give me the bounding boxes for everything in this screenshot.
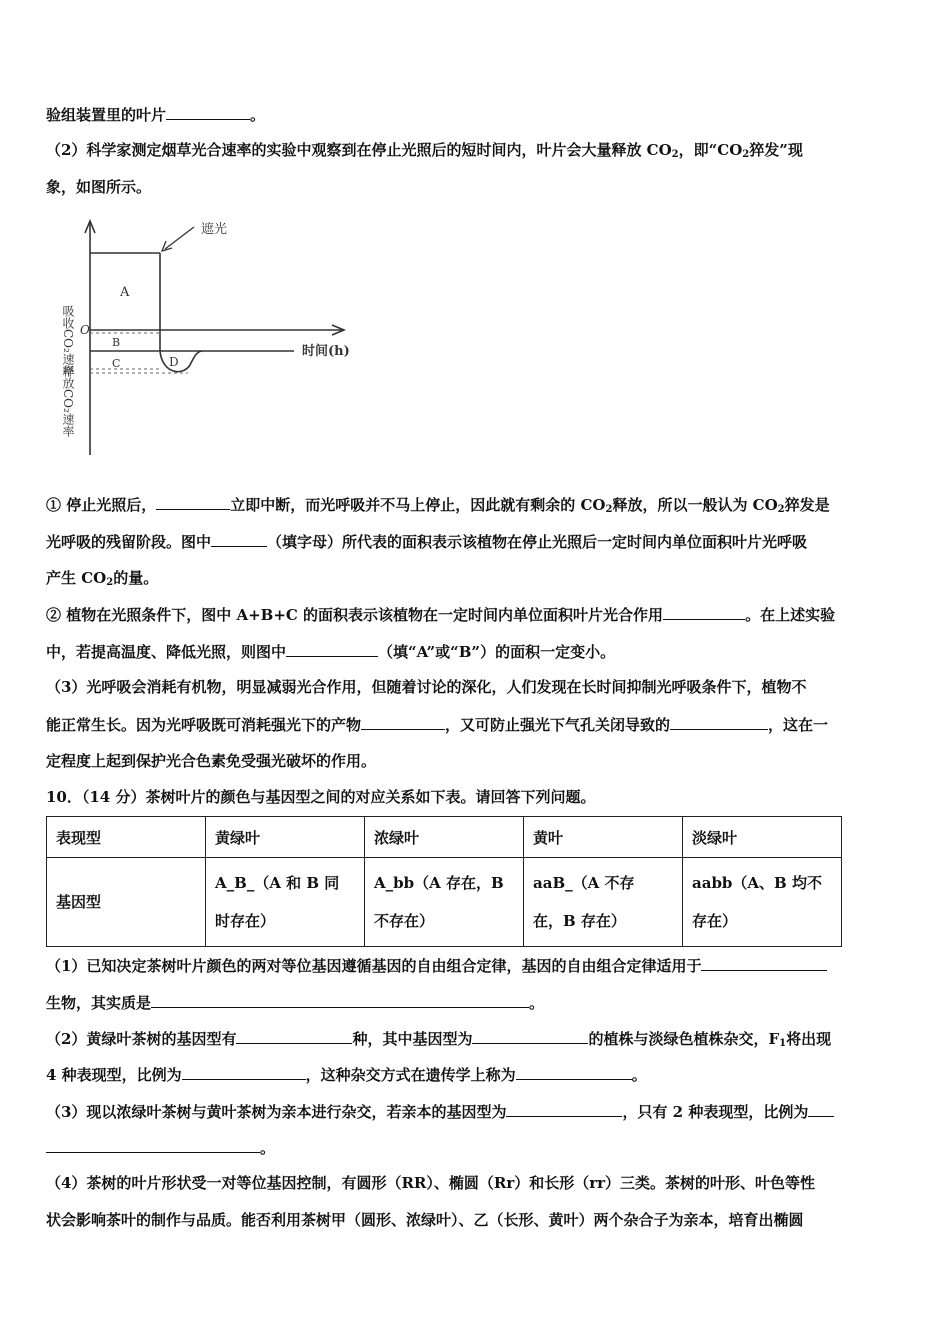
question-10-part-3: （3）现以浓绿叶茶树与黄叶茶树为亲本进行杂交，若亲本的基因型为 ，只有 2 种表现型，比例为	[46, 1101, 906, 1122]
area-a-label: A	[120, 285, 130, 300]
answer-blank[interactable]	[46, 1137, 260, 1153]
table-cell: aaB_（A 不存 在，B 存在）	[524, 858, 683, 947]
question-2-intro: （2）科学家测定烟草光合速率的实验中观察到在停止光照后的短时间内，叶片会大量释放 $CO_2$，即“$CO_2$猝发”现	[46, 141, 803, 160]
table-row-label: 基因型	[47, 858, 206, 947]
text-line: 。	[46, 1137, 906, 1158]
answer-blank[interactable]	[516, 1064, 632, 1080]
table-header-row	[47, 817, 842, 858]
table-row	[47, 858, 842, 947]
text-line: 定程度上起到保护光合色素免受强光破坏的作用。	[46, 752, 377, 770]
table-header-cell: 浓绿叶	[365, 817, 524, 858]
table-header-cell: 淡绿叶	[683, 817, 842, 858]
x-axis-label: 时间(h)	[302, 344, 350, 359]
text-line: 能正常生长。因为光呼吸既可消耗强光下的产物 ，又可防止强光下气孔关闭导致的 ，这在一	[46, 716, 829, 734]
answer-blank[interactable]	[211, 531, 267, 547]
answer-blank[interactable]	[670, 714, 768, 730]
question-10-title: 10．（14 分）茶树叶片的颜色与基因型之间的对应关系如下表。请回答下列问题。	[46, 788, 596, 806]
answer-blank[interactable]	[182, 1064, 306, 1080]
text-line: 4 种表现型，比例为 ，这种杂交方式在遗传学上称为 。	[46, 1066, 647, 1084]
area-b-label: B	[112, 336, 121, 349]
answer-blank[interactable]	[286, 641, 378, 657]
table-cell: A_bb（A 存在，B 不存在）	[365, 858, 524, 947]
question-10-part-2: （2）黄绿叶茶树的基因型有 种，其中基因型为 的植株与淡绿色植株杂交，$F_1$将出现	[46, 1030, 832, 1049]
text-line: 光呼吸的残留阶段。图中 （填字母）所代表的面积表示该植物在停止光照后一定时间内单位面积叶片光呼吸	[46, 533, 808, 551]
area-c-label: C	[112, 357, 121, 370]
table-cell: aabb（A、B 均不 存在）	[683, 858, 842, 947]
genotype-table	[46, 816, 842, 947]
text-line: 状会影响茶叶的制作与品质。能否利用茶树甲（圆形、浓绿叶）、乙（长形、黄叶）两个杂合子为亲本，培育出椭圆	[46, 1211, 804, 1229]
text-line: 产生 $CO_2$的量。	[46, 569, 159, 588]
question-10-part-4: （4）茶树的叶片形状受一对等位基因控制，有圆形（RR）、椭圆（Rr）和长形（rr）三类。茶树的叶形、叶色等性	[46, 1174, 816, 1192]
table-header-cell: 黄叶	[524, 817, 683, 858]
answer-blank[interactable]	[701, 955, 827, 971]
text-line: 验组装置里的叶片 。	[46, 106, 266, 124]
co2-burst-graph	[56, 205, 376, 460]
text-line: 中，若提高温度、降低光照，则图中 （填“A”或“B”）的面积一定变小。	[46, 643, 616, 661]
table-header-cell: 表现型	[47, 817, 206, 858]
origin-label: O	[80, 323, 90, 337]
question-2-part-2: ② 植物在光照条件下，图中 A+B+C 的面积表示该植物在一定时间内单位面积叶片光合作用 。在上述实验	[46, 606, 836, 624]
d-curve	[160, 351, 202, 372]
text-line: 象，如图所示。	[46, 178, 152, 196]
table-cell: A_B_（A 和 B 同 时存在）	[206, 858, 365, 947]
answer-blank[interactable]	[166, 104, 250, 120]
answer-blank[interactable]	[156, 494, 230, 510]
question-10-part-1: （1）已知决定茶树叶片颜色的两对等位基因遵循基因的自由组合定律，基因的自由组合定律适用于	[46, 955, 906, 976]
answer-blank[interactable]	[151, 992, 529, 1008]
answer-blank[interactable]	[663, 604, 745, 620]
table-header-cell: 黄绿叶	[206, 817, 365, 858]
answer-blank[interactable]	[808, 1101, 834, 1117]
light-off-label: 遮光	[201, 222, 228, 237]
answer-blank[interactable]	[506, 1101, 622, 1117]
y-axis-bottom-label: 释放CO₂速率	[61, 365, 75, 437]
question-3: （3）光呼吸会消耗有机物，明显减弱光合作用，但随着讨论的深化，人们发现在长时间抑制光呼吸条件下，植物不	[46, 678, 807, 696]
y-axis-top-label: 吸收CO₂速率	[61, 305, 75, 377]
answer-blank[interactable]	[361, 714, 445, 730]
answer-blank[interactable]	[472, 1028, 588, 1044]
answer-blank[interactable]	[236, 1028, 352, 1044]
question-2-part-1: ① 停止光照后， 立即中断，而光呼吸并不马上停止，因此就有剩余的 $CO_2$释放，所以一般认为 $CO_2$猝发是	[46, 496, 830, 515]
text-line: 生物，其实质是 。	[46, 994, 545, 1012]
area-d-label: D	[169, 355, 179, 369]
